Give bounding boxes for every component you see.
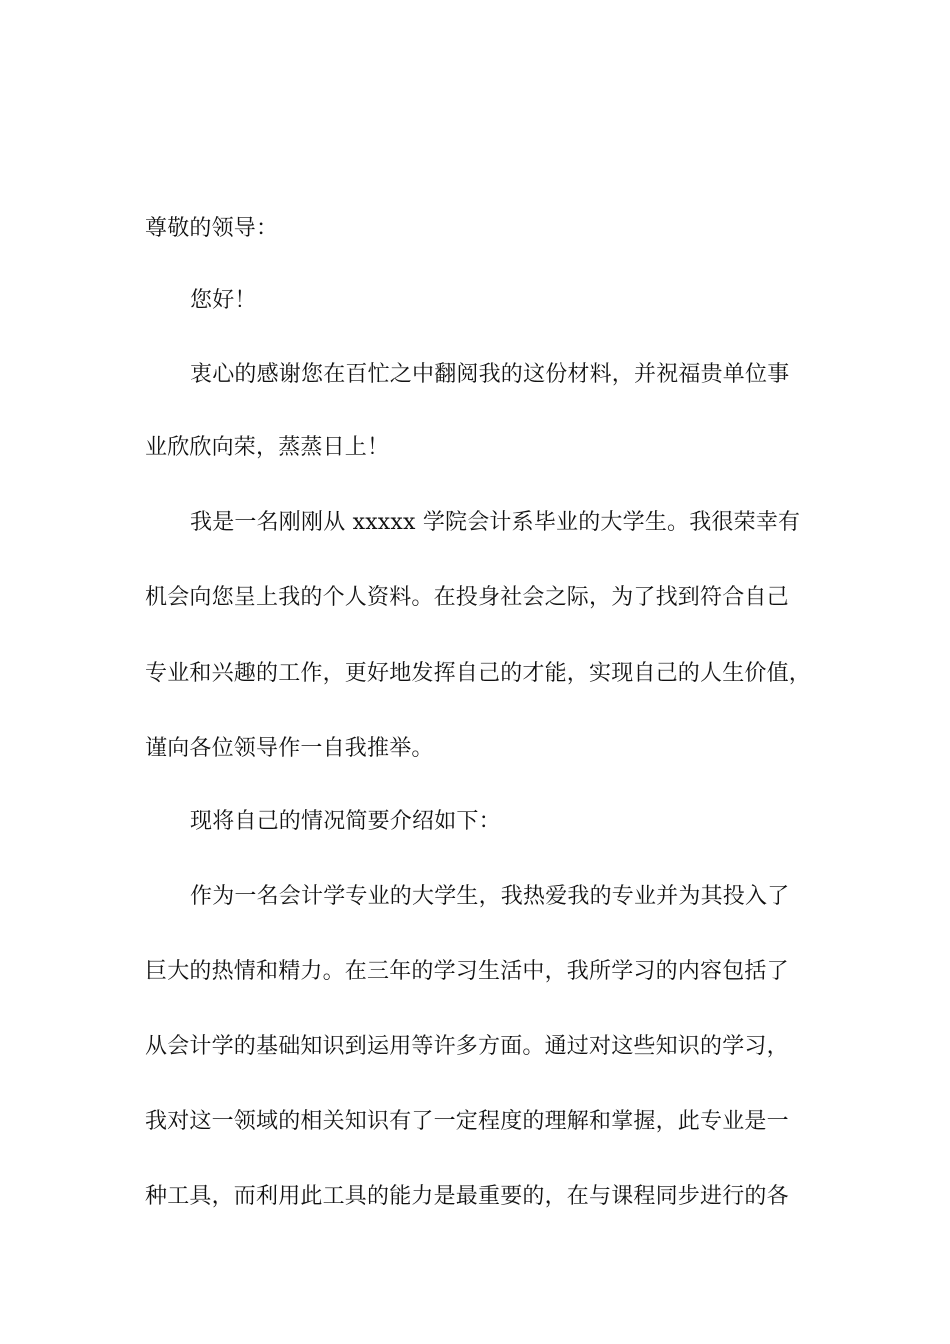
salutation: 尊敬的领导： <box>145 216 279 241</box>
paragraph-line: 机会向您呈上我的个人资料。在投身社会之际，为了找到符合自己 <box>145 585 789 610</box>
paragraph-line: 现将自己的情况简要介绍如下： <box>190 809 501 834</box>
paragraph-line: 巨大的热情和精力。在三年的学习生活中，我所学习的内容包括了 <box>145 959 789 984</box>
greeting: 您好！ <box>190 288 257 313</box>
paragraph-line: 种工具，而利用此工具的能力是最重要的，在与课程同步进行的各 <box>145 1184 789 1209</box>
paragraph-line: 谨向各位领导作一自我推举。 <box>145 736 434 761</box>
paragraph-line: 我对这一领域的相关知识有了一定程度的理解和掌握，此专业是一 <box>145 1109 789 1134</box>
paragraph-line: 从会计学的基础知识到运用等许多方面。通过对这些知识的学习， <box>145 1034 789 1059</box>
paragraph-line: 作为一名会计学专业的大学生，我热爱我的专业并为其投入了 <box>190 884 790 909</box>
paragraph-line: 专业和兴趣的工作，更好地发挥自己的才能，实现自己的人生价值， <box>145 661 812 686</box>
paragraph-line: 我是一名刚刚从 xxxxx 学院会计系毕业的大学生。我很荣幸有 <box>190 510 801 535</box>
paragraph-line: 衷心的感谢您在百忙之中翻阅我的这份材料，并祝福贵单位事 <box>190 362 790 387</box>
paragraph-line: 业欣欣向荣，蒸蒸日上！ <box>145 435 390 460</box>
